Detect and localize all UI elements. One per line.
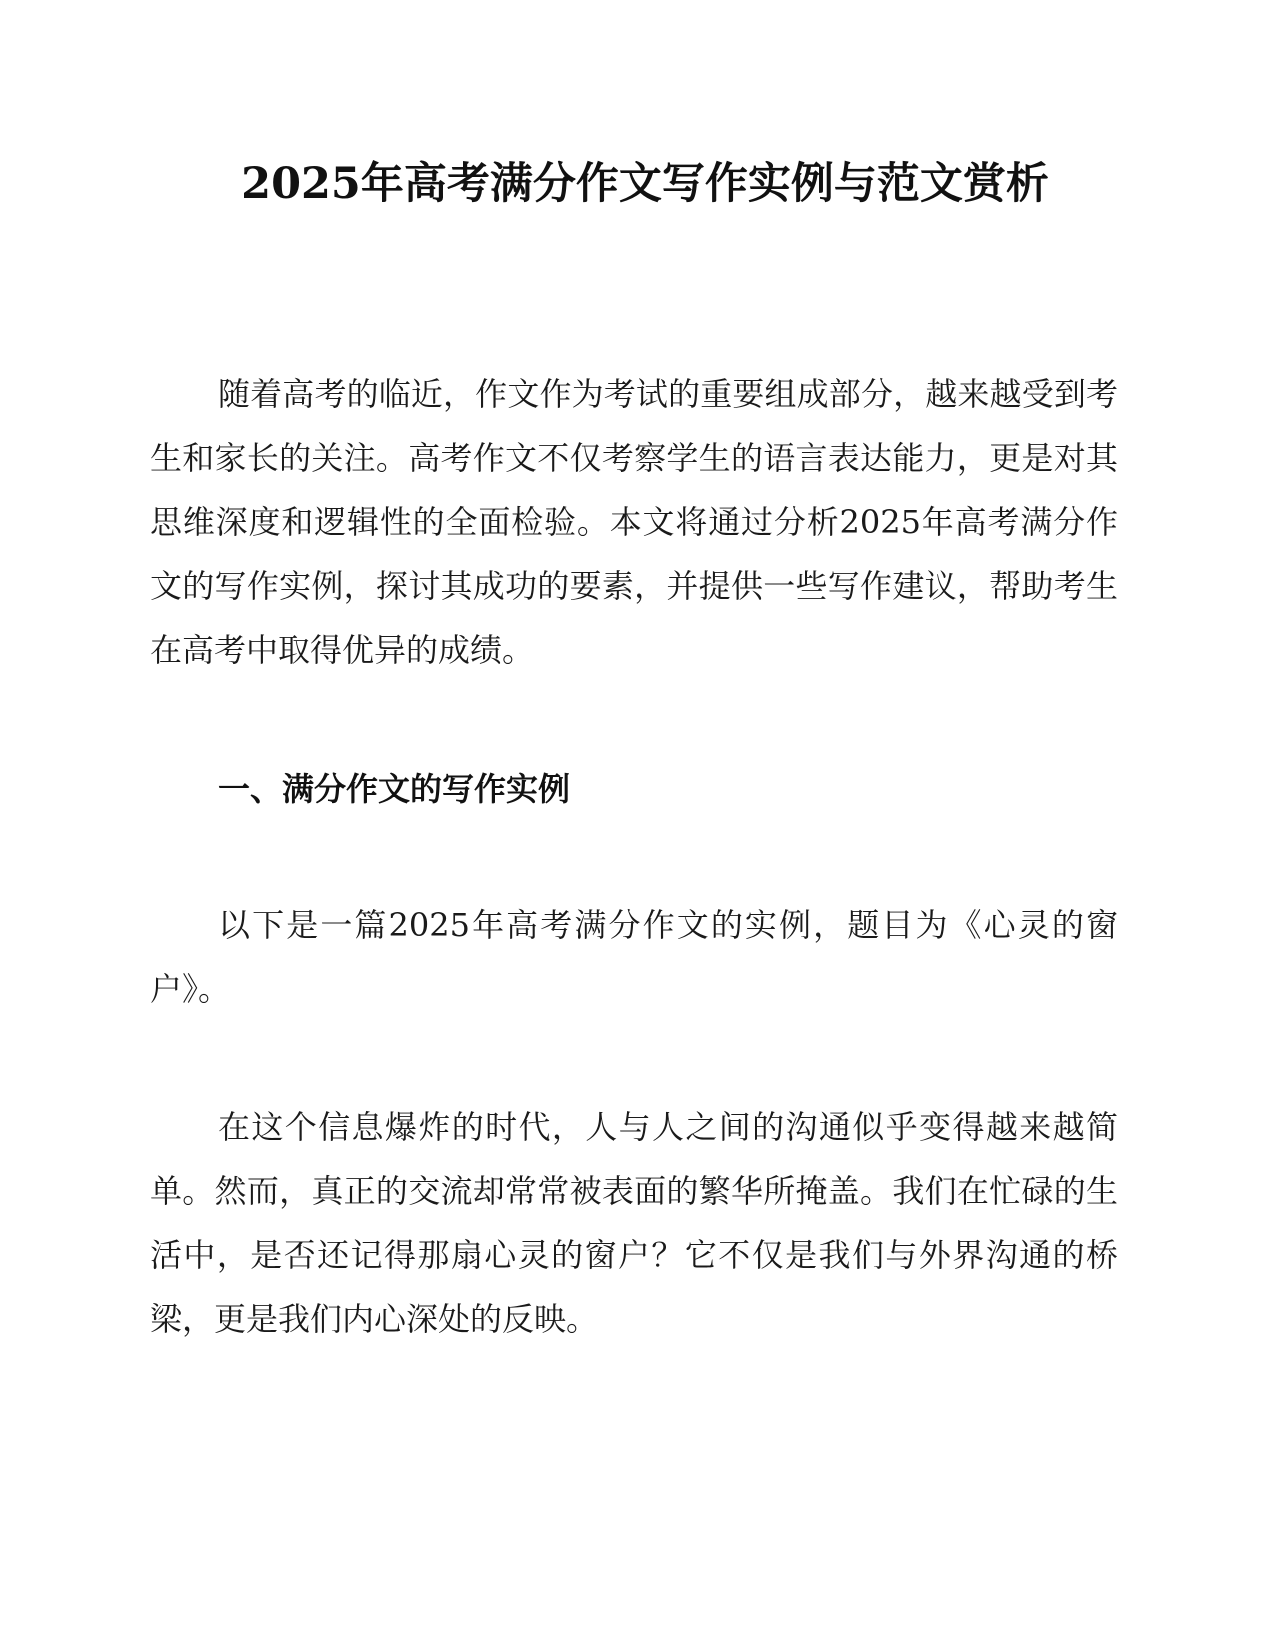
intro-paragraph: 随着高考的临近，作文作为考试的重要组成部分，越来越受到考生和家长的关注。高考作文不仅考察学生的语言表达能力，更是对其思维深度和逻辑性的全面检验。本文将通过分析2025年高考满分作文的写作实例，探讨其成功的要素，并提供一些写作建议，帮助考生在高考中取得优异的成绩。 bbox=[150, 375, 1118, 669]
section-lead-paragraph: 以下是一篇2025年高考满分作文的实例，题目为《心灵的窗户》。 bbox=[150, 906, 1118, 1008]
section-heading: 一、满分作文的写作实例 bbox=[218, 770, 571, 808]
essay-paragraph: 在这个信息爆炸的时代，人与人之间的沟通似乎变得越来越简单。然而，真正的交流却常常被表面的繁华所掩盖。我们在忙碌的生活中，是否还记得那扇心灵的窗户？它不仅是我们与外界沟通的桥梁，更是我们内心深处的反映。 bbox=[150, 1108, 1118, 1338]
document-title: 2025年高考满分作文写作实例与范文赏析 bbox=[241, 159, 1049, 209]
